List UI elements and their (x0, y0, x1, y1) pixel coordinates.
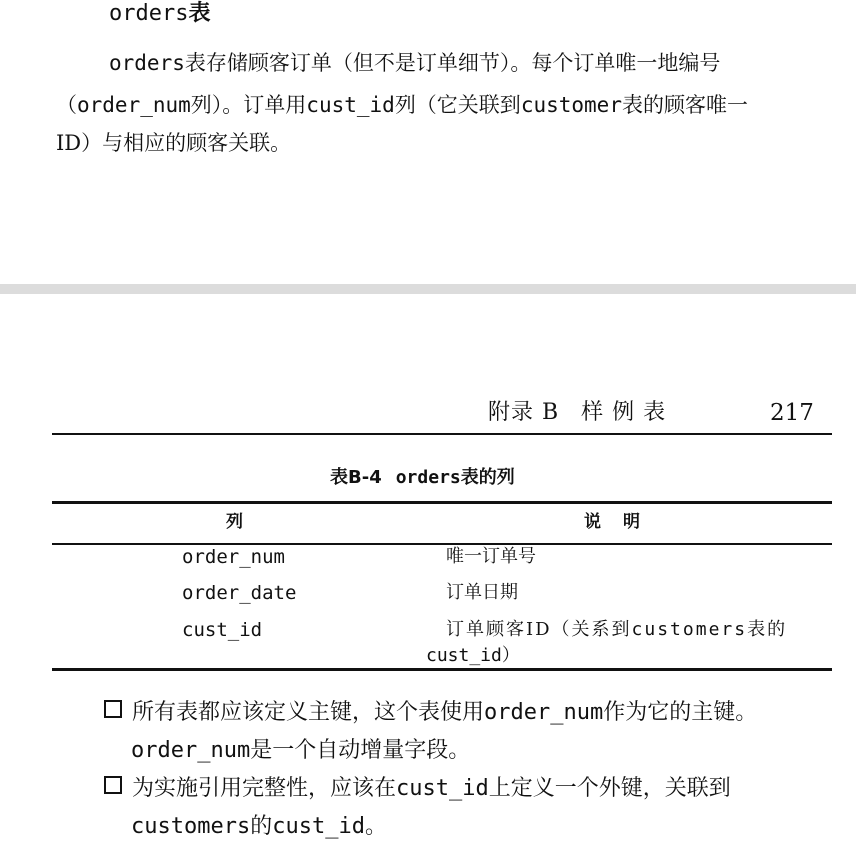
bullet-item (104, 772, 731, 806)
bullet-item (104, 696, 757, 730)
body-text: 表的顾客唯一 (621, 93, 748, 117)
description-line (426, 617, 826, 643)
table-cell-column-name: order_date (182, 582, 297, 604)
running-header (0, 398, 856, 432)
checkbox-bullet-icon (104, 776, 122, 794)
appendix-label: 附录 B (488, 400, 560, 425)
table-cell-column-name: order_num (182, 546, 285, 568)
code-text: order_num (77, 93, 191, 117)
body-text: 表存储顾客订单（但不是订单细节）。每个订单唯一地编号 (184, 51, 721, 75)
column-header-description: 说明 (584, 512, 662, 532)
body-text: 的 (250, 814, 273, 839)
code-text: orders (395, 467, 461, 488)
table-caption (330, 466, 515, 490)
table-caption-text: 表的列 (460, 467, 515, 488)
running-header-title (488, 398, 666, 428)
heading-code: orders (109, 1, 189, 26)
code-text: customer (520, 93, 622, 117)
body-text: 表的 (747, 619, 788, 640)
code-text: cust_id (306, 93, 395, 117)
appendix-title: 样 例 表 (581, 400, 667, 425)
body-text: 列）。订单用 (190, 93, 307, 117)
body-text: 。 (364, 814, 387, 839)
table-top-rule (52, 501, 832, 504)
code-text: order_num (484, 700, 604, 725)
body-text: 列（它关联到 (394, 93, 521, 117)
paragraph-line (109, 48, 720, 78)
description-line (426, 643, 826, 669)
heading-text: 表 (188, 0, 211, 26)
body-text: 上定义一个外键，关联到 (488, 776, 731, 801)
table-caption-label: 表B-4 (330, 467, 382, 488)
table-bottom-rule (52, 668, 832, 671)
body-text: （ (56, 93, 77, 117)
table-header-rule (52, 543, 832, 545)
body-text: 作为它的主键。 (603, 700, 758, 725)
page-number: 217 (770, 400, 814, 426)
page-separator (0, 284, 856, 294)
body-text: ） (501, 645, 520, 666)
body-text: 所有表都应该定义主键，这个表使用 (132, 700, 485, 725)
column-header-column: 列 (226, 512, 243, 532)
code-text: cust_id (426, 645, 502, 666)
body-text: 订单顾客ID（关系到 (446, 619, 632, 640)
code-text: cust_id (396, 776, 489, 801)
previous-page-fragment (0, 0, 856, 284)
paragraph-line: ID）与相应的顾客关联。 (56, 131, 292, 155)
table-cell-description: 订单日期 (446, 582, 518, 603)
section-heading (109, 0, 211, 27)
checkbox-bullet-icon (104, 700, 122, 718)
body-text: 为实施引用完整性，应该在 (132, 776, 397, 801)
table-cell-description (426, 617, 826, 669)
code-text: orders (109, 51, 185, 75)
bullet-continuation (131, 734, 470, 768)
table-cell-column-name: cust_id (182, 619, 263, 641)
body-text: 是一个自动增量字段。 (250, 738, 471, 763)
code-text: customers (131, 814, 251, 839)
code-text: customers (631, 619, 748, 640)
code-text: cust_id (272, 814, 365, 839)
paragraph-line (56, 90, 748, 120)
table-cell-description: 唯一订单号 (446, 546, 536, 567)
code-text: order_num (131, 738, 251, 763)
header-divider (52, 433, 832, 435)
bullet-continuation (131, 810, 387, 844)
